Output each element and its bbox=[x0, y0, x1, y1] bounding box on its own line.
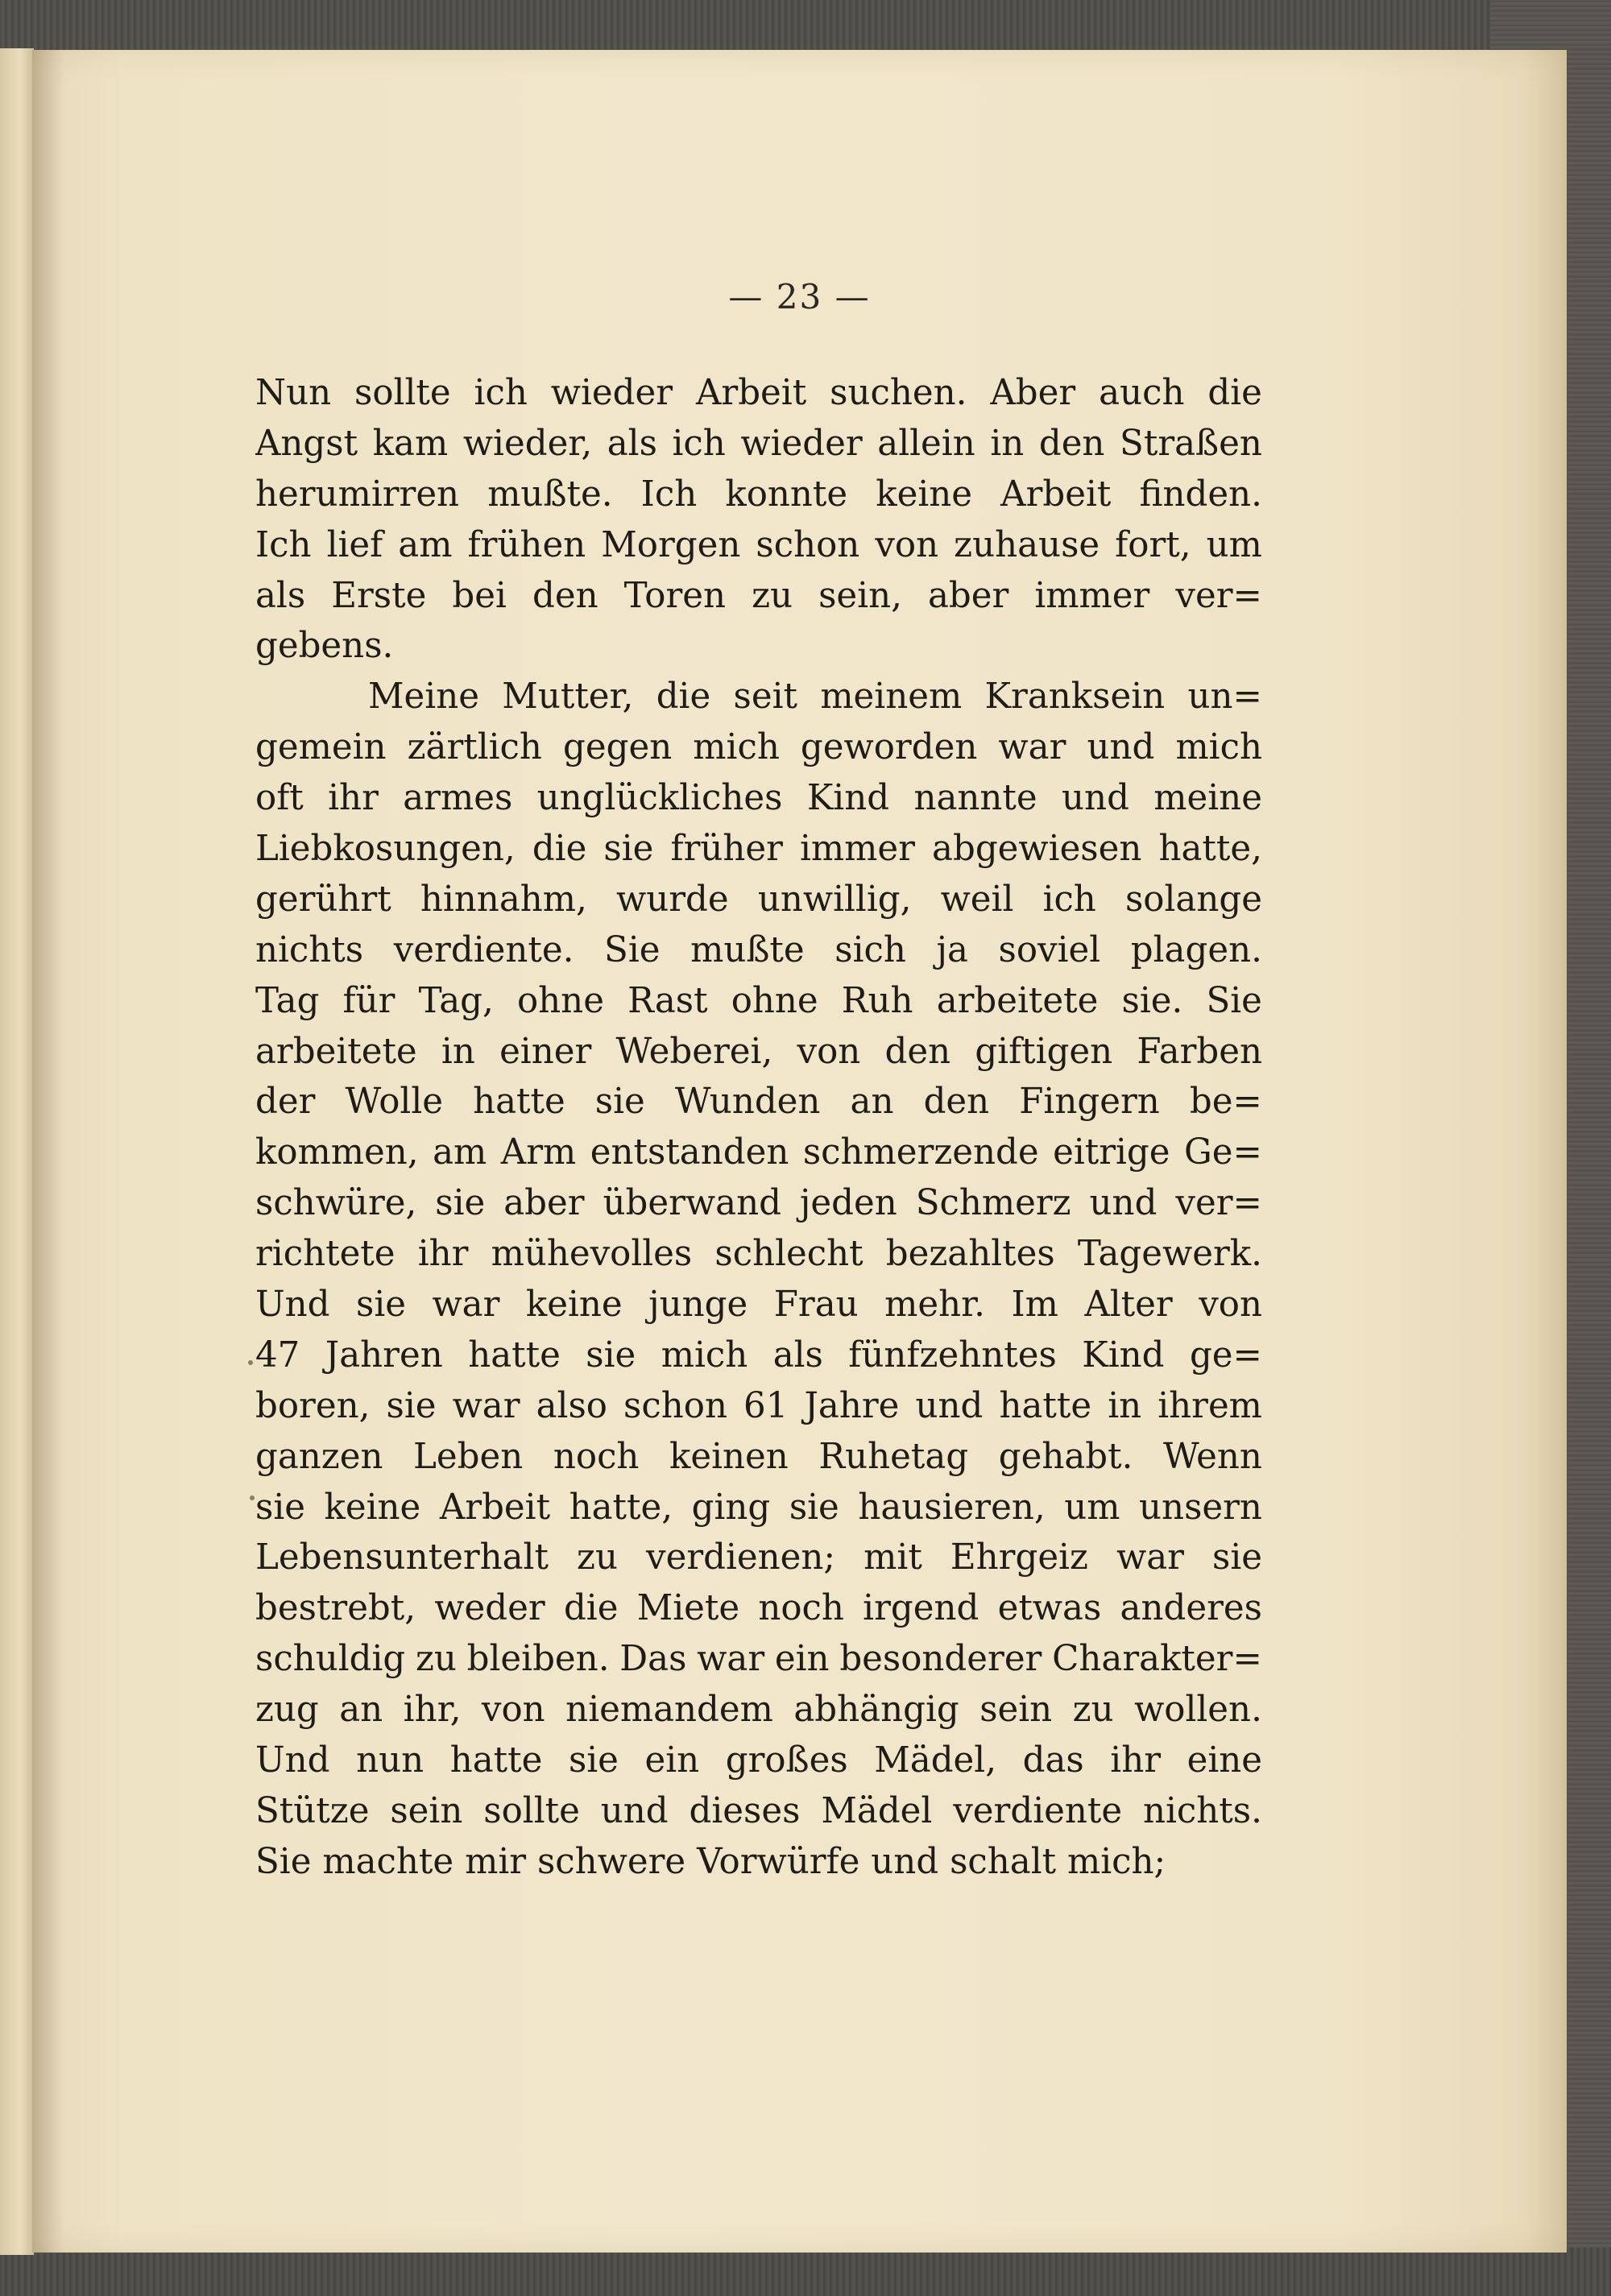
word: kam bbox=[372, 423, 449, 464]
word: für bbox=[342, 980, 396, 1021]
previous-page-edge bbox=[0, 48, 34, 2255]
word: mußte bbox=[690, 929, 805, 970]
text-line bbox=[255, 1483, 1262, 1533]
word: zu bbox=[1072, 1690, 1114, 1731]
word: arbeitete bbox=[255, 1031, 417, 1072]
word: nichts. bbox=[1143, 1790, 1262, 1831]
word: gebens. bbox=[255, 626, 394, 667]
word: mühevolles bbox=[491, 1234, 693, 1275]
text-line bbox=[255, 824, 1262, 875]
word: ihr bbox=[417, 1234, 469, 1275]
word: am bbox=[398, 524, 453, 565]
word: allein bbox=[877, 423, 975, 464]
word: ging bbox=[691, 1487, 771, 1528]
word: frühen bbox=[467, 524, 586, 565]
word: ein bbox=[644, 1740, 700, 1781]
word: Weberei, bbox=[615, 1031, 773, 1072]
word: junge bbox=[648, 1285, 748, 1326]
word: Lebensunterhalt bbox=[255, 1537, 549, 1578]
word: lief bbox=[326, 524, 383, 565]
cover-edge-bottom bbox=[0, 2248, 1611, 2296]
word: Wolle bbox=[345, 1082, 443, 1123]
word: gegen bbox=[563, 727, 673, 768]
word: sie. bbox=[1121, 980, 1183, 1021]
word: niemandem bbox=[565, 1690, 773, 1731]
word: und bbox=[1087, 727, 1155, 768]
word: und bbox=[1089, 1183, 1158, 1224]
text-line bbox=[255, 1027, 1262, 1078]
word: Frau bbox=[773, 1285, 859, 1326]
word: noch bbox=[553, 1436, 640, 1477]
word: suchen. bbox=[830, 373, 967, 413]
word: an bbox=[339, 1690, 383, 1731]
word: Jahren bbox=[325, 1334, 443, 1376]
margin-mark bbox=[250, 1496, 255, 1500]
word: sie bbox=[594, 1082, 645, 1123]
word: auch bbox=[1099, 373, 1185, 413]
word: zuhause bbox=[954, 524, 1100, 565]
paragraph bbox=[255, 672, 1262, 1887]
text-line bbox=[255, 368, 1262, 419]
word: Arbeit bbox=[696, 373, 807, 413]
word: von bbox=[1199, 1285, 1262, 1326]
text-line bbox=[255, 925, 1262, 976]
word: Arbeit bbox=[1000, 474, 1112, 515]
text-line bbox=[255, 1533, 1262, 1583]
word: boren, bbox=[255, 1385, 371, 1426]
word: Ruhetag bbox=[818, 1436, 969, 1477]
word: ganzen bbox=[255, 1436, 383, 1477]
word: ich bbox=[1042, 879, 1096, 920]
word: mir bbox=[465, 1841, 527, 1882]
text-line bbox=[255, 1685, 1262, 1735]
word: hatte bbox=[473, 1082, 565, 1123]
word: keinen bbox=[669, 1436, 789, 1477]
word: giftigen bbox=[975, 1031, 1113, 1072]
word: schuldig bbox=[255, 1639, 406, 1680]
word: keine bbox=[876, 474, 973, 515]
text-line bbox=[255, 1178, 1262, 1229]
word: an bbox=[850, 1082, 894, 1123]
word: Leben bbox=[413, 1436, 524, 1477]
word: hatte, bbox=[569, 1487, 673, 1528]
word: abgewiesen bbox=[932, 829, 1142, 870]
word: ohne bbox=[731, 980, 818, 1021]
word: hatte, bbox=[1158, 829, 1262, 870]
word: 61 bbox=[743, 1385, 789, 1426]
word: be= bbox=[1189, 1082, 1262, 1123]
word: ein bbox=[774, 1639, 830, 1680]
page-number: — 23 — bbox=[728, 277, 871, 316]
word: etwas bbox=[997, 1588, 1102, 1629]
word: anderes bbox=[1120, 1588, 1262, 1629]
word: sie bbox=[568, 1740, 619, 1781]
word: plagen. bbox=[1130, 929, 1262, 970]
word: von bbox=[481, 1690, 545, 1731]
word: der bbox=[255, 1082, 316, 1123]
text-line bbox=[255, 520, 1262, 571]
text-line bbox=[255, 1280, 1262, 1330]
margin-mark bbox=[248, 1360, 253, 1365]
word: früher bbox=[670, 829, 783, 870]
word: machte bbox=[322, 1841, 454, 1882]
word: mußte. bbox=[487, 474, 613, 515]
word: am bbox=[433, 1132, 487, 1173]
word: Tagewerk. bbox=[1077, 1234, 1262, 1275]
text-line bbox=[255, 1634, 1262, 1685]
word: Mädel bbox=[821, 1790, 933, 1831]
gutter-shadow bbox=[32, 50, 64, 2253]
word: Morgen bbox=[601, 524, 741, 565]
word: hinnahm, bbox=[420, 879, 587, 920]
word: geworden bbox=[800, 727, 978, 768]
word: sie bbox=[356, 1285, 406, 1326]
word: Nun bbox=[255, 373, 332, 413]
word: das bbox=[1022, 1740, 1084, 1781]
word: sein bbox=[979, 1690, 1053, 1731]
word: Straßen bbox=[1120, 423, 1262, 464]
word: sie bbox=[586, 1334, 636, 1376]
word: Sie bbox=[255, 1841, 312, 1882]
text-line bbox=[255, 1127, 1262, 1178]
book-page bbox=[32, 50, 1567, 2253]
word: Aber bbox=[990, 373, 1076, 413]
word: ver= bbox=[1175, 575, 1262, 616]
word: noch bbox=[758, 1588, 844, 1629]
word: Vorwürfe bbox=[697, 1841, 860, 1882]
word: Meine bbox=[368, 676, 479, 718]
cover-edge-top bbox=[0, 0, 1611, 50]
word: zu bbox=[577, 1537, 618, 1578]
word: meinem bbox=[820, 676, 963, 718]
word: sie bbox=[1212, 1537, 1262, 1578]
word: nun bbox=[356, 1740, 424, 1781]
word: Ich bbox=[640, 474, 698, 515]
word: war bbox=[697, 1639, 765, 1680]
word: war bbox=[432, 1285, 500, 1326]
text-line bbox=[255, 722, 1262, 773]
word: ja bbox=[936, 929, 968, 970]
word: also bbox=[536, 1385, 607, 1426]
word: mit bbox=[863, 1537, 922, 1578]
text-line bbox=[255, 875, 1262, 925]
word: Und bbox=[255, 1285, 330, 1326]
word: ihr bbox=[328, 778, 379, 819]
word: bestrebt, bbox=[255, 1588, 416, 1629]
word: Angst bbox=[255, 423, 358, 464]
paragraph bbox=[255, 368, 1262, 672]
word: hatte bbox=[468, 1334, 561, 1376]
word: Rast bbox=[627, 980, 708, 1021]
text-line bbox=[255, 976, 1262, 1027]
word: Ehrgeiz bbox=[950, 1537, 1088, 1578]
word: hatte bbox=[999, 1385, 1092, 1426]
word: ihr, bbox=[403, 1690, 462, 1731]
word: Mädel, bbox=[874, 1740, 997, 1781]
text-line bbox=[255, 621, 1262, 672]
text-line bbox=[255, 773, 1262, 824]
word: Im bbox=[1011, 1285, 1058, 1326]
word: zu bbox=[415, 1639, 457, 1680]
word: besonderer bbox=[839, 1639, 1042, 1680]
word: Und bbox=[255, 1740, 330, 1781]
word: dieses bbox=[689, 1790, 801, 1831]
word: eine bbox=[1187, 1740, 1262, 1781]
word: Arm bbox=[500, 1132, 577, 1173]
text-line bbox=[255, 419, 1262, 470]
word: den bbox=[532, 575, 598, 616]
word: war bbox=[452, 1385, 520, 1426]
word: gemein bbox=[255, 727, 387, 768]
word: Arbeit bbox=[439, 1487, 551, 1528]
word: herumirren bbox=[255, 474, 460, 515]
text-line bbox=[255, 1735, 1262, 1786]
word: von bbox=[797, 1031, 861, 1072]
word: als bbox=[772, 1334, 823, 1376]
word: sollte bbox=[483, 1790, 580, 1831]
word: Wunden bbox=[674, 1082, 821, 1123]
word: Liebkosungen, bbox=[255, 829, 516, 870]
word: um bbox=[1064, 1487, 1120, 1528]
word: keine bbox=[324, 1487, 421, 1528]
text-line bbox=[255, 1786, 1262, 1837]
word: schmerzende bbox=[802, 1132, 1039, 1173]
word: richtete bbox=[255, 1234, 396, 1275]
word: verdiente. bbox=[393, 929, 574, 970]
word: schon bbox=[756, 524, 860, 565]
word: oft bbox=[255, 778, 304, 819]
word: Sie bbox=[604, 929, 661, 970]
word: Schmerz bbox=[915, 1183, 1071, 1224]
word: Miete bbox=[636, 1588, 740, 1629]
word: ohne bbox=[516, 980, 604, 1021]
word: weder bbox=[434, 1588, 545, 1629]
word: mich; bbox=[1067, 1841, 1166, 1882]
word: die bbox=[532, 829, 587, 870]
word: Erste bbox=[331, 575, 427, 616]
word: den bbox=[1038, 423, 1105, 464]
word: solange bbox=[1124, 879, 1262, 920]
word: ihrem bbox=[1158, 1385, 1262, 1426]
word: um bbox=[1206, 524, 1262, 565]
word: hausieren, bbox=[858, 1487, 1046, 1528]
word: schalt bbox=[950, 1841, 1057, 1882]
word: soviel bbox=[998, 929, 1101, 970]
word: un= bbox=[1187, 676, 1262, 718]
word: schwere bbox=[536, 1841, 686, 1882]
word: verdienen; bbox=[646, 1537, 836, 1578]
word: eitrige bbox=[1053, 1132, 1170, 1173]
word: verdiente bbox=[953, 1790, 1123, 1831]
word: als bbox=[255, 575, 306, 616]
word: schon bbox=[623, 1385, 727, 1426]
word: in bbox=[990, 423, 1025, 464]
word: ver= bbox=[1175, 1183, 1262, 1224]
word: den bbox=[884, 1031, 951, 1072]
word: schlecht bbox=[714, 1234, 863, 1275]
word: und bbox=[1062, 778, 1129, 819]
word: die bbox=[1207, 373, 1262, 413]
word: sein bbox=[390, 1790, 463, 1831]
word: aber bbox=[928, 575, 1009, 616]
text-line bbox=[255, 1381, 1262, 1432]
word: Ruh bbox=[841, 980, 913, 1021]
word: armes bbox=[403, 778, 513, 819]
word: bei bbox=[452, 575, 507, 616]
text-line bbox=[255, 571, 1262, 622]
word: gehabt. bbox=[998, 1436, 1133, 1477]
word: Kind bbox=[806, 778, 890, 819]
word: und bbox=[600, 1790, 669, 1831]
word: fünfzehntes bbox=[848, 1334, 1057, 1376]
word: unwillig, bbox=[757, 879, 912, 920]
word: bleiben. bbox=[466, 1639, 610, 1680]
word: immer bbox=[800, 829, 915, 870]
word: wieder bbox=[550, 373, 673, 413]
word: Fingern bbox=[1019, 1082, 1160, 1123]
word: bezahltes bbox=[885, 1234, 1055, 1275]
word: ich bbox=[672, 423, 726, 464]
word: Alter bbox=[1084, 1285, 1173, 1326]
word: Ge= bbox=[1184, 1132, 1262, 1173]
text-line bbox=[255, 1837, 1262, 1888]
body-text bbox=[255, 368, 1262, 1888]
word: Kind bbox=[1082, 1334, 1165, 1376]
text-line bbox=[255, 672, 1262, 722]
word: aber bbox=[503, 1183, 585, 1224]
word: Tag bbox=[255, 980, 320, 1021]
word: großes bbox=[725, 1740, 848, 1781]
word: irgend bbox=[863, 1588, 979, 1629]
word: abhängig bbox=[793, 1690, 959, 1731]
word: Kranksein bbox=[984, 676, 1166, 718]
word: Wenn bbox=[1163, 1436, 1262, 1477]
word: ge= bbox=[1189, 1334, 1262, 1376]
word: Mutter, bbox=[502, 676, 634, 718]
word: in bbox=[1108, 1385, 1142, 1426]
word: Stütze bbox=[255, 1790, 370, 1831]
word: Charakter= bbox=[1052, 1639, 1262, 1680]
word: Farben bbox=[1137, 1031, 1262, 1072]
text-line bbox=[255, 470, 1262, 520]
word: mich bbox=[1175, 727, 1262, 768]
word: meine bbox=[1153, 778, 1262, 819]
word: jeden bbox=[799, 1183, 897, 1224]
word: seit bbox=[733, 676, 797, 718]
word: sie bbox=[435, 1183, 486, 1224]
word: Das bbox=[619, 1639, 687, 1680]
word: hatte bbox=[449, 1740, 543, 1781]
text-line bbox=[255, 1077, 1262, 1127]
word: wieder bbox=[740, 423, 863, 464]
text-line bbox=[255, 1229, 1262, 1280]
word: war bbox=[1116, 1537, 1184, 1578]
word: weil bbox=[940, 879, 1014, 920]
word: nichts bbox=[255, 929, 364, 970]
word: war bbox=[998, 727, 1066, 768]
word: sollte bbox=[354, 373, 451, 413]
word: unsern bbox=[1139, 1487, 1262, 1528]
word: fort, bbox=[1115, 524, 1191, 565]
word: sie bbox=[789, 1487, 839, 1528]
word: gerührt bbox=[255, 879, 391, 920]
word: sie bbox=[603, 829, 654, 870]
word: immer bbox=[1034, 575, 1150, 616]
word: Toren bbox=[623, 575, 727, 616]
word: sein, bbox=[818, 575, 902, 616]
text-line bbox=[255, 1432, 1262, 1483]
word: die bbox=[563, 1588, 619, 1629]
word: finden. bbox=[1139, 474, 1262, 515]
word: zärtlich bbox=[407, 727, 542, 768]
word: sie bbox=[255, 1487, 305, 1528]
word: Jahre bbox=[804, 1385, 900, 1426]
word: überwand bbox=[603, 1183, 781, 1224]
word: konnte bbox=[725, 474, 848, 515]
word: mehr. bbox=[884, 1285, 985, 1326]
word: und bbox=[871, 1841, 939, 1882]
word: wurde bbox=[616, 879, 729, 920]
word: wollen. bbox=[1134, 1690, 1262, 1731]
word: einer bbox=[499, 1031, 592, 1072]
word: ihr bbox=[1110, 1740, 1162, 1781]
word: als bbox=[607, 423, 657, 464]
word: von bbox=[875, 524, 939, 565]
word: sie bbox=[386, 1385, 437, 1426]
word: den bbox=[923, 1082, 990, 1123]
word: ich bbox=[474, 373, 528, 413]
word: nannte bbox=[913, 778, 1037, 819]
word: in bbox=[441, 1031, 475, 1072]
word: kommen, bbox=[255, 1132, 419, 1173]
text-line bbox=[255, 1583, 1262, 1634]
word: schwüre, bbox=[255, 1183, 417, 1224]
word: zug bbox=[255, 1690, 319, 1731]
word: entstanden bbox=[590, 1132, 789, 1173]
word: mich bbox=[693, 727, 780, 768]
word: mich bbox=[661, 1334, 748, 1376]
word: wieder, bbox=[462, 423, 593, 464]
word: Tag, bbox=[418, 980, 494, 1021]
text-line bbox=[255, 1330, 1262, 1381]
word: 47 bbox=[255, 1334, 300, 1376]
word: zu bbox=[752, 575, 793, 616]
word: sich bbox=[834, 929, 906, 970]
word: Sie bbox=[1206, 980, 1262, 1021]
word: Ich bbox=[255, 524, 312, 565]
word: unglückliches bbox=[536, 778, 783, 819]
word: die bbox=[656, 676, 711, 718]
word: keine bbox=[525, 1285, 623, 1326]
word: und bbox=[915, 1385, 984, 1426]
word: arbeitete bbox=[936, 980, 1099, 1021]
